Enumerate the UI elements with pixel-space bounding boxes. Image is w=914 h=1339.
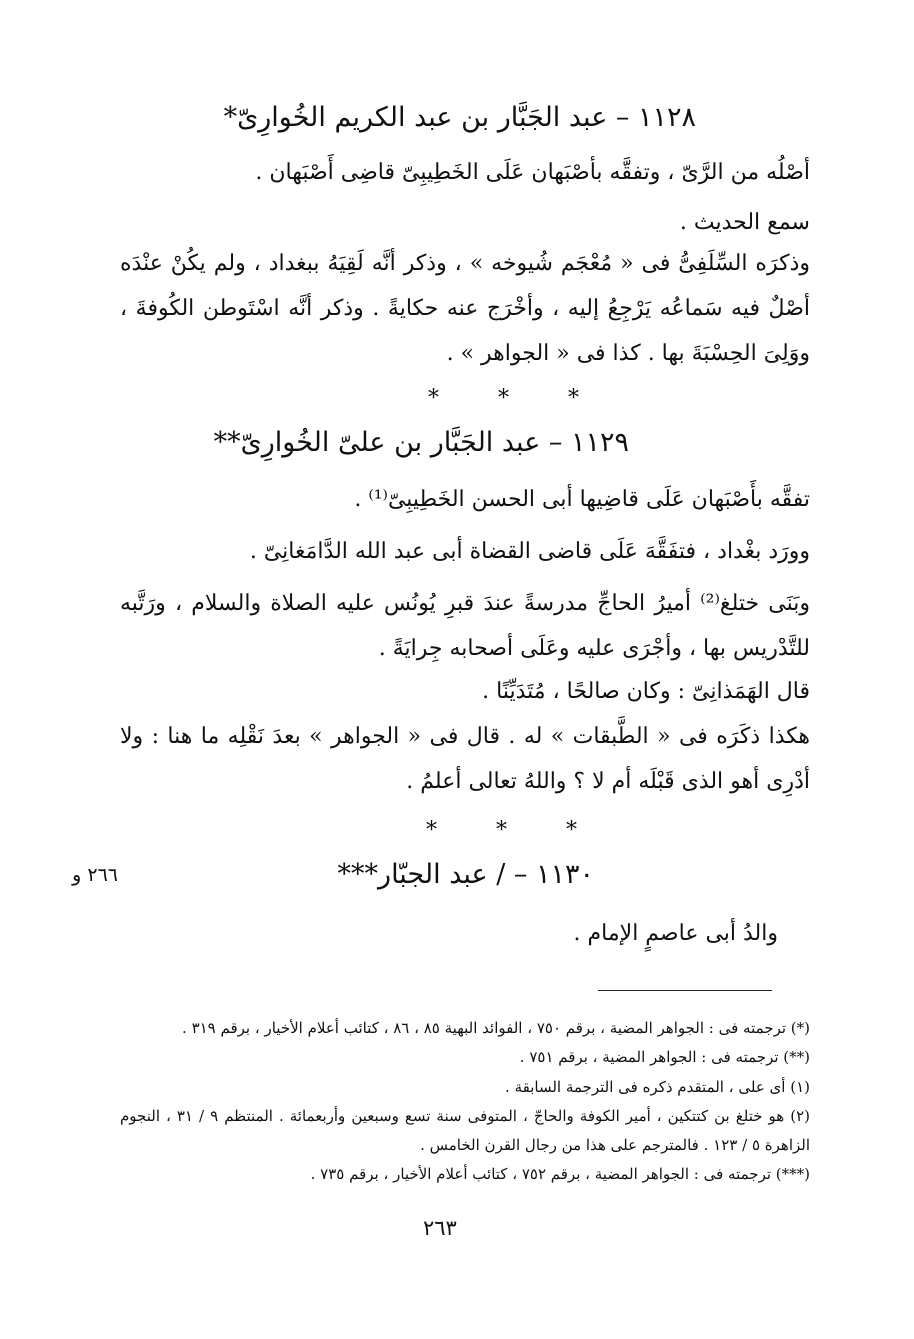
entry-1130-para-father: والدُ أبى عاصمٍ الإمام . — [573, 921, 778, 946]
footnote-entry-1128: (*) ترجمته فى : الجواهر المضية ، برقم ٧٥٠ ، الفوائد البهية ٨٥ ، ٨٦ ، كتائب أعلام الأخيار ، برقم ٣١٩ . — [182, 1019, 810, 1037]
entry-1128-para-origin: أصْلُه من الرَّىّ ، وتفقَّه بأصْبَهان عَلَى الخَطِيبِىّ قاضِى أَصْبَهان . — [255, 160, 810, 185]
entry-1129-title: ١١٢٩ – عبد الجَبَّار بن علىّ الخُوارِىّ** — [213, 427, 629, 458]
entry-1129-para-madrasa: وبَنَى ختلغ⁽²⁾ أميرُ الحاجِّ مدرسةً عندَ قبرِ يُونُس عليه الصلاة والسلام ، ورَتَّبه للتَّدْريس بها ، وأجْرَى عليه وعَلَى أصحابه جِرايَةً . — [120, 591, 810, 661]
section-separator: * * * — [428, 386, 605, 411]
entry-1129-para-hamadhani: قال الهَمَذانِىّ : وكان صالحًا ، مُتَدَيِّنًا . — [482, 679, 810, 704]
page-number: ٢٦٣ — [423, 1216, 457, 1240]
section-separator: * * * — [426, 818, 603, 843]
entry-1130-title: ١١٣٠ – / عبد الجبّار*** — [337, 859, 594, 890]
entry-1128-para-hadith: سمع الحديث . — [679, 210, 810, 235]
footnote-entry-1130: (***) ترجمته فى : الجواهر المضية ، برقم ٧٥٢ ، كتائب أعلام الأخيار ، برقم ٧٣٥ . — [310, 1165, 810, 1183]
entry-1128-para-silafi: وذكرَه السِّلَفِىُّ فى « مُعْجَم شُيوخه » ، وذكر أنَّه لَقِيَهُ ببغداد ، ولم يكُنْ عنْدَه أصْلٌ فيه سَماعُه يَرْجِعُ إليه ، وأخْرَج عنه حكايةً . وذكر أنَّه اسْتَوطن الكُوفةَ ، ووَلِىَ الحِسْبَةَ بها . كذا فى « الجواهر » . — [120, 251, 810, 366]
entry-1129-para-isfahan: تفقَّه بأَصْبَهان عَلَى قاضِيها أبى الحسن الخَطِيبِىّ⁽¹⁾ . — [354, 487, 810, 512]
manuscript-folio-marker: ٢٦٦ و — [72, 864, 118, 886]
entry-1129-para-baghdad: وورَد بغْداد ، فتفَقَّهَ عَلَى قاضى القضاة أبى عبد الله الدَّامَغانِىّ . — [249, 539, 810, 564]
footnote-entry-1129: (**) ترجمته فى : الجواهر المضية ، برقم ٧٥١ . — [519, 1048, 810, 1066]
footnote-1: (١) أى على ، المتقدم ذكره فى الترجمة السابقة . — [505, 1078, 810, 1096]
footnote-separator-rule — [598, 990, 772, 991]
entry-1129-para-tabaqat: هكذا ذكَرَه فى « الطَّبقات » له . قال فى « الجواهر » بعدَ نَقْلِه ما هنا : ولا أدْرِى أهو الذى قَبْلَه أم لا ؟ واللهُ تعالى أعلمُ . — [120, 724, 810, 794]
footnote-2: (٢) هو ختلغ بن كتتكين ، أمير الكوفة والحاجّ ، المتوفى سنة تسع وسبعين وأربعمائة . المنتظم ٩ / ٣١ ، النجوم الزاهرة ٥ / ١٢٣ . فالمترجم على هذا من رجال القرن الخامس . — [120, 1107, 810, 1154]
entry-1128-title: ١١٢٨ – عبد الجَبَّار بن عبد الكريم الخُوارِىّ* — [223, 102, 696, 133]
